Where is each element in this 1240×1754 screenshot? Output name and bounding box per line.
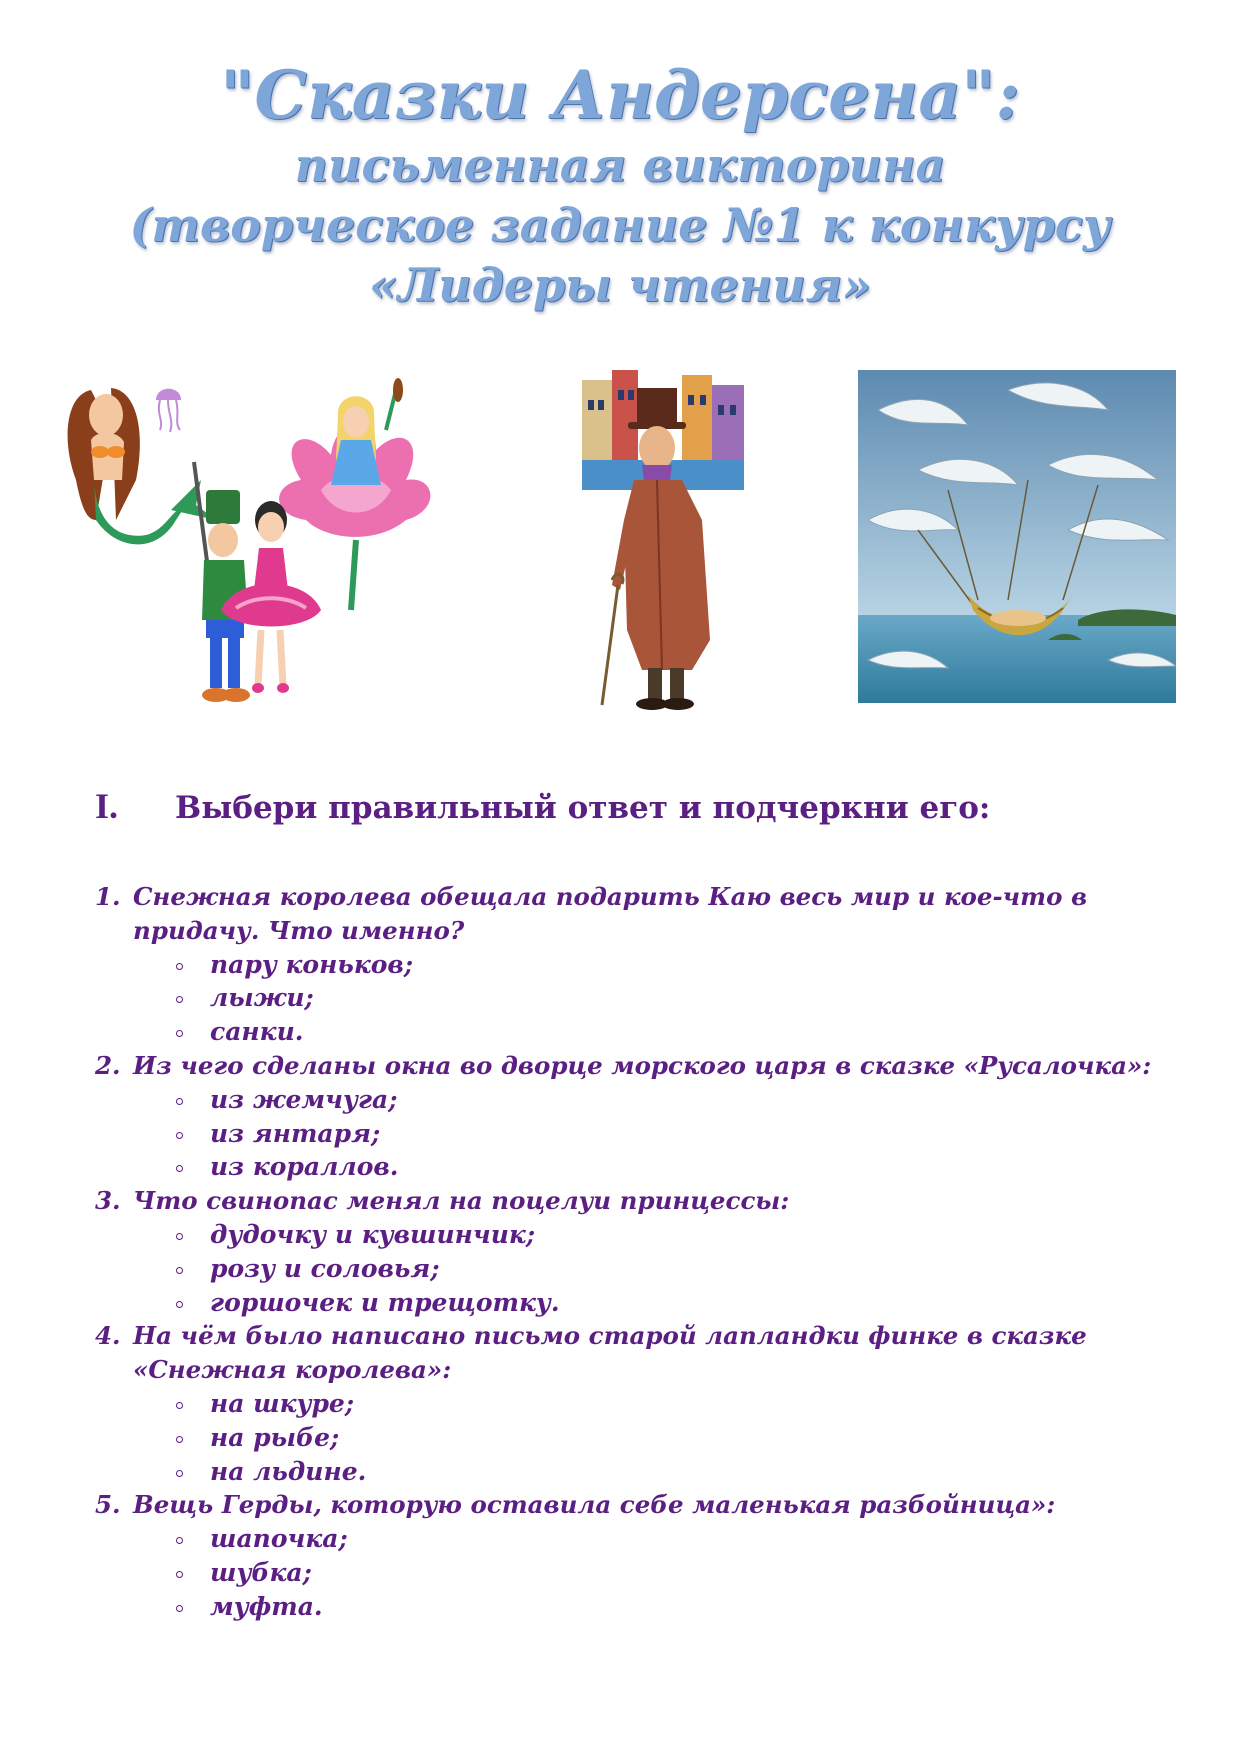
circle-bullet-icon bbox=[176, 963, 183, 970]
question-text: Вещь Герды, которую оставила себе маленькая разбойница»: bbox=[133, 1490, 1056, 1520]
answer-option bbox=[95, 1218, 1175, 1252]
question-5 bbox=[95, 1488, 1175, 1522]
answer-option bbox=[95, 1117, 1175, 1151]
answer-text: дудочку и кувшинчик; bbox=[210, 1219, 536, 1249]
answer-option bbox=[95, 1421, 1175, 1455]
question-text: Из чего сделаны окна во дворце морского царя в сказке «Русалочка»: bbox=[133, 1050, 1152, 1080]
section-heading-text: Выбери правильный ответ и подчеркни его: bbox=[175, 790, 991, 826]
answer-text: розу и соловья; bbox=[210, 1253, 440, 1283]
answer-option bbox=[95, 981, 1175, 1015]
circle-bullet-icon bbox=[176, 996, 183, 1003]
circle-bullet-icon bbox=[176, 1571, 183, 1578]
andersen-portrait-icon bbox=[582, 370, 744, 715]
question-number: 4. bbox=[95, 1321, 121, 1351]
answer-text: из кораллов. bbox=[210, 1152, 399, 1182]
question-text: Снежная королева обещала подарить Каю весь мир и кое-что в придачу. Что именно? bbox=[133, 882, 1088, 945]
circle-bullet-icon bbox=[176, 1605, 183, 1612]
answer-text: на рыбе; bbox=[210, 1422, 340, 1452]
answer-text: шапочка; bbox=[210, 1524, 348, 1554]
answer-option bbox=[95, 1252, 1175, 1286]
fairy-tale-characters-icon bbox=[56, 370, 466, 708]
page-title: "Сказки Андерсена": bbox=[220, 56, 1020, 134]
circle-bullet-icon bbox=[176, 1165, 183, 1172]
circle-bullet-icon bbox=[176, 1436, 183, 1443]
wild-swans-icon bbox=[858, 370, 1176, 703]
answer-text: лыжи; bbox=[210, 983, 314, 1013]
question-text: Что свинопас менял на поцелуи принцессы: bbox=[133, 1186, 790, 1216]
answer-text: из янтаря; bbox=[210, 1118, 381, 1148]
question-1 bbox=[95, 880, 1175, 948]
andersen-portrait-illustration bbox=[582, 370, 744, 715]
quiz-questions-list bbox=[95, 880, 1175, 1624]
answer-option bbox=[95, 1015, 1175, 1049]
wild-swans-illustration bbox=[858, 370, 1176, 703]
answer-option bbox=[95, 1150, 1175, 1184]
circle-bullet-icon bbox=[176, 1301, 183, 1308]
question-3 bbox=[95, 1184, 1175, 1218]
section-heading bbox=[95, 786, 1175, 828]
page-subtitle-contest: «Лидеры чтения» bbox=[368, 258, 872, 312]
answer-text: на шкуре; bbox=[210, 1388, 355, 1418]
answer-option bbox=[95, 1590, 1175, 1624]
answer-text: горшочек и трещотку. bbox=[210, 1287, 560, 1317]
circle-bullet-icon bbox=[176, 1537, 183, 1544]
question-number: 3. bbox=[95, 1186, 121, 1216]
question-2 bbox=[95, 1049, 1175, 1083]
question-4 bbox=[95, 1319, 1175, 1387]
question-number: 5. bbox=[95, 1490, 121, 1520]
answer-text: муфта. bbox=[210, 1591, 323, 1621]
answer-option bbox=[95, 1455, 1175, 1489]
question-number: 2. bbox=[95, 1050, 121, 1080]
question-number: 1. bbox=[95, 882, 121, 911]
answer-option bbox=[95, 1083, 1175, 1117]
answer-text: на льдине. bbox=[210, 1456, 367, 1486]
circle-bullet-icon bbox=[176, 1267, 183, 1274]
fairy-tale-characters-illustration bbox=[56, 370, 466, 708]
answer-option bbox=[95, 948, 1175, 982]
circle-bullet-icon bbox=[176, 1132, 183, 1139]
answer-option bbox=[95, 1286, 1175, 1320]
circle-bullet-icon bbox=[176, 1470, 183, 1477]
answer-text: пару коньков; bbox=[210, 949, 414, 979]
circle-bullet-icon bbox=[176, 1402, 183, 1409]
circle-bullet-icon bbox=[176, 1233, 183, 1240]
circle-bullet-icon bbox=[176, 1030, 183, 1037]
answer-text: из жемчуга; bbox=[210, 1084, 398, 1114]
title-block bbox=[0, 55, 1240, 315]
answer-text: шубка; bbox=[210, 1557, 312, 1587]
answer-option bbox=[95, 1387, 1175, 1421]
answer-option bbox=[95, 1522, 1175, 1556]
page-subtitle: письменная викторина bbox=[294, 138, 946, 192]
question-text: На чём было написано письмо старой лапландки финке в сказке «Снежная королева»: bbox=[133, 1321, 1087, 1385]
circle-bullet-icon bbox=[176, 1098, 183, 1105]
answer-text: санки. bbox=[210, 1017, 304, 1047]
answer-option bbox=[95, 1556, 1175, 1590]
page-subtitle-task: (творческое задание №1 к конкурсу bbox=[129, 198, 1111, 252]
section-number: I. bbox=[95, 786, 119, 826]
